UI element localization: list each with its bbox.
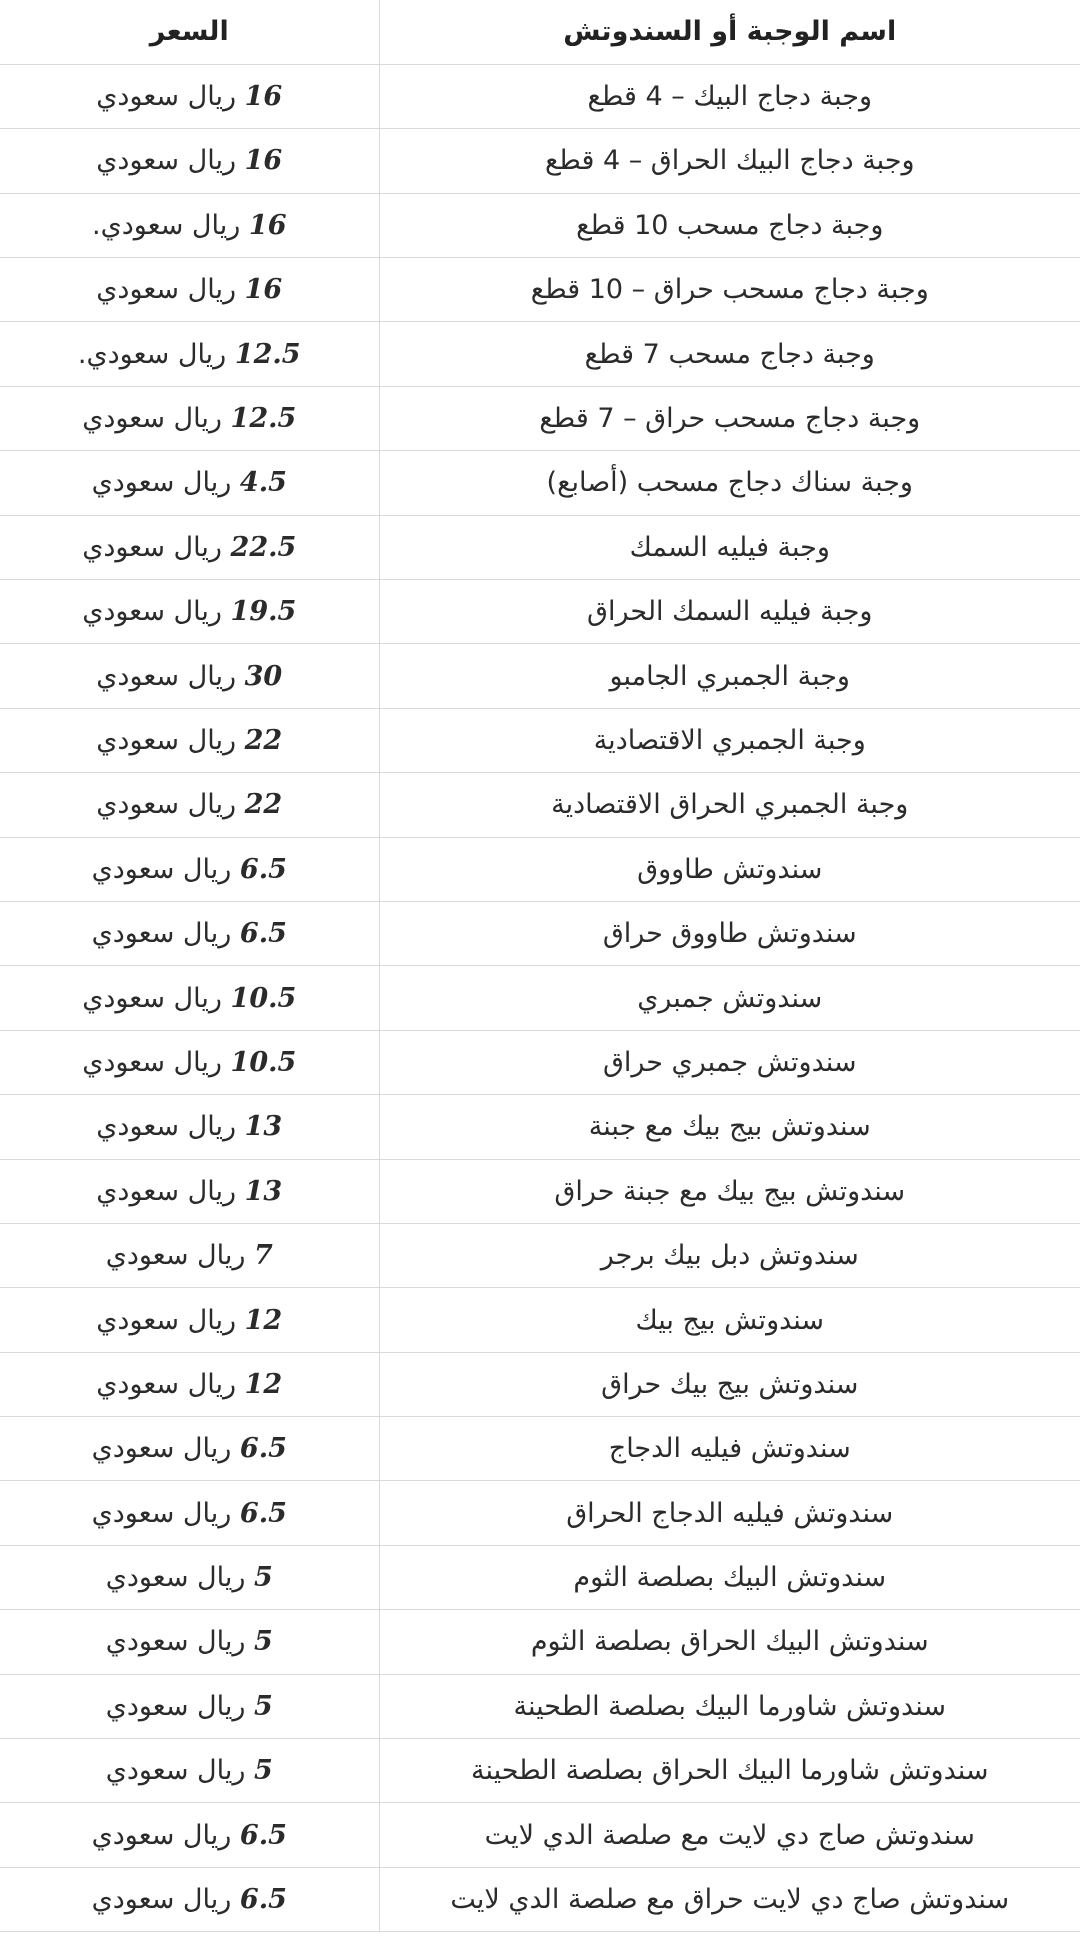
price-currency: ريال سعودي [91,1433,240,1465]
price-amount: 16 [248,209,287,241]
table-row [0,451,1080,515]
price-currency: ريال سعودي [91,1819,240,1851]
meal-price-cell [0,386,379,450]
price-amount: 13 [244,1111,283,1143]
table-row [0,901,1080,965]
price-amount: 6.5 [239,1819,287,1851]
meal-name-cell: سندوتش بيج بيك مع جبنة حراق [379,1159,1080,1223]
price-amount: 16 [244,274,283,306]
price-amount: 22 [244,724,283,756]
price-currency: ريال سعودي [105,1562,255,1594]
price-amount: 10.5 [230,982,297,1014]
price-currency: ريال سعودي [96,1368,245,1400]
meal-name-cell: وجبة دجاج مسحب حراق – 10 قطع [379,258,1080,322]
price-currency: ريال سعودي [96,81,245,113]
price-currency: ريال سعودي [96,724,245,756]
price-amount: 22.5 [230,531,297,563]
price-amount: 5 [254,1626,273,1658]
meal-price-cell [0,1030,379,1094]
table-row [0,64,1080,128]
table-row [0,1739,1080,1803]
table-row [0,258,1080,322]
meal-name-cell: سندوتش فيليه الدجاج [379,1417,1080,1481]
meal-price-cell [0,1352,379,1416]
price-amount: 12.5 [234,338,301,370]
meal-price-cell [0,580,379,644]
meal-name-cell: سندوتش صاج دي لايت مع صلصة الدي لايت [379,1803,1080,1867]
price-currency: ريال سعودي [96,660,245,692]
meal-price-cell [0,708,379,772]
price-currency: ريال سعودي [91,918,240,950]
meal-name-cell: سندوتش طاووق [379,837,1080,901]
meal-name-cell: سندوتش صاج دي لايت حراق مع صلصة الدي لايت [379,1867,1080,1931]
meal-name-cell: سندوتش بيج بيك حراق [379,1352,1080,1416]
meal-price-cell [0,1288,379,1352]
meal-price-cell [0,1610,379,1674]
price-amount: 19.5 [230,596,297,628]
meal-price-cell [0,1545,379,1609]
price-amount: 12 [244,1304,283,1336]
price-currency: ريال سعودي [91,853,240,885]
table-row [0,1159,1080,1223]
meal-name-cell: وجبة الجمبري الحراق الاقتصادية [379,773,1080,837]
meal-price-cell [0,1159,379,1223]
table-row [0,129,1080,193]
price-currency: ريال سعودي [82,596,231,628]
table-row [0,193,1080,257]
meal-price-cell [0,1867,379,1931]
price-amount: 30 [244,660,283,692]
table-row [0,1803,1080,1867]
price-amount: 12 [244,1368,283,1400]
table-row [0,1223,1080,1287]
price-currency: ريال سعودي. [92,209,249,241]
meal-price-cell [0,966,379,1030]
column-header-price: السعر [0,0,379,64]
meal-price-cell [0,515,379,579]
meal-name-cell: وجبة سناك دجاج مسحب (أصابع) [379,451,1080,515]
meal-price-cell [0,837,379,901]
meal-name-cell: وجبة فيليه السمك الحراق [379,580,1080,644]
meal-price-cell [0,258,379,322]
meal-name-cell: وجبة الجمبري الجامبو [379,644,1080,708]
price-currency: ريال سعودي. [77,338,235,370]
table-row [0,1545,1080,1609]
meal-price-cell [0,451,379,515]
meal-name-cell: سندوتش شاورما البيك بصلصة الطحينة [379,1674,1080,1738]
table-row [0,837,1080,901]
price-currency: ريال سعودي [91,1497,240,1529]
meal-price-cell [0,901,379,965]
meal-name-cell: سندوتش فيليه الدجاج الحراق [379,1481,1080,1545]
meal-name-cell: سندوتش جمبري حراق [379,1030,1080,1094]
meal-price-cell [0,1674,379,1738]
price-currency: ريال سعودي [96,274,245,306]
meal-name-cell: وجبة دجاج مسحب 10 قطع [379,193,1080,257]
price-currency: ريال سعودي [91,1884,240,1916]
table-row [0,1352,1080,1416]
meal-price-cell [0,644,379,708]
meal-price-cell [0,1095,379,1159]
price-currency: ريال سعودي [82,403,231,435]
table-row [0,386,1080,450]
table-row [0,644,1080,708]
price-amount: 6.5 [239,853,287,885]
price-currency: ريال سعودي [96,145,245,177]
price-currency: ريال سعودي [105,1626,255,1658]
meal-name-cell: سندوتش بيج بيك مع جبنة [379,1095,1080,1159]
meal-name-cell: سندوتش طاووق حراق [379,901,1080,965]
price-amount: 6.5 [239,1497,287,1529]
table-row [0,708,1080,772]
price-currency: ريال سعودي [82,982,231,1014]
price-currency: ريال سعودي [105,1755,255,1787]
table-row [0,580,1080,644]
price-amount: 10.5 [230,1046,297,1078]
price-amount: 5 [254,1755,273,1787]
price-currency: ريال سعودي [82,1046,231,1078]
meal-name-cell: سندوتش جمبري [379,966,1080,1030]
meal-name-cell: سندوتش البيك بصلصة الثوم [379,1545,1080,1609]
table-row [0,515,1080,579]
table-row [0,1481,1080,1545]
table-row [0,1417,1080,1481]
meal-price-cell [0,322,379,386]
table-row [0,1674,1080,1738]
table-row [0,773,1080,837]
table-row [0,1030,1080,1094]
price-currency: ريال سعودي [96,1304,245,1336]
table-header-row [0,0,1080,64]
price-amount: 4.5 [239,467,287,499]
price-amount: 5 [254,1690,273,1722]
meal-name-cell: وجبة الجمبري الاقتصادية [379,708,1080,772]
table-row [0,322,1080,386]
meal-name-cell: وجبة دجاج مسحب حراق – 7 قطع [379,386,1080,450]
meal-price-cell [0,1481,379,1545]
price-amount: 5 [254,1562,273,1594]
meal-price-cell [0,1803,379,1867]
price-amount: 6.5 [239,1884,287,1916]
price-amount: 7 [254,1240,273,1272]
price-currency: ريال سعودي [105,1690,255,1722]
price-currency: ريال سعودي [105,1240,255,1272]
table-row [0,1610,1080,1674]
meal-name-cell: سندوتش بيج بيك [379,1288,1080,1352]
table-row [0,1288,1080,1352]
price-amount: 6.5 [239,918,287,950]
meal-price-cell [0,129,379,193]
meal-name-cell: وجبة دجاج البيك – 4 قطع [379,64,1080,128]
meal-name-cell: سندوتش شاورما البيك الحراق بصلصة الطحينة [379,1739,1080,1803]
meal-name-cell: سندوتش دبل بيك برجر [379,1223,1080,1287]
meal-price-cell [0,64,379,128]
meal-name-cell: وجبة فيليه السمك [379,515,1080,579]
price-currency: ريال سعودي [96,1111,245,1143]
meal-name-cell: وجبة دجاج مسحب 7 قطع [379,322,1080,386]
price-amount: 16 [244,145,283,177]
meal-price-cell [0,1417,379,1481]
price-currency: ريال سعودي [96,789,245,821]
price-amount: 22 [244,789,283,821]
price-currency: ريال سعودي [96,1175,245,1207]
meal-price-cell [0,1223,379,1287]
meal-price-cell [0,1739,379,1803]
meal-price-cell [0,193,379,257]
meal-name-cell: سندوتش البيك الحراق بصلصة الثوم [379,1610,1080,1674]
meal-price-cell [0,773,379,837]
price-currency: ريال سعودي [91,467,240,499]
table-row [0,1867,1080,1931]
meal-name-cell: وجبة دجاج البيك الحراق – 4 قطع [379,129,1080,193]
table-row [0,1095,1080,1159]
price-amount: 13 [244,1175,283,1207]
table-body [0,64,1080,1931]
price-amount: 16 [244,81,283,113]
column-header-name: اسم الوجبة أو السندوتش [379,0,1080,64]
price-currency: ريال سعودي [82,531,231,563]
price-amount: 12.5 [230,403,297,435]
price-amount: 6.5 [239,1433,287,1465]
table-row [0,966,1080,1030]
